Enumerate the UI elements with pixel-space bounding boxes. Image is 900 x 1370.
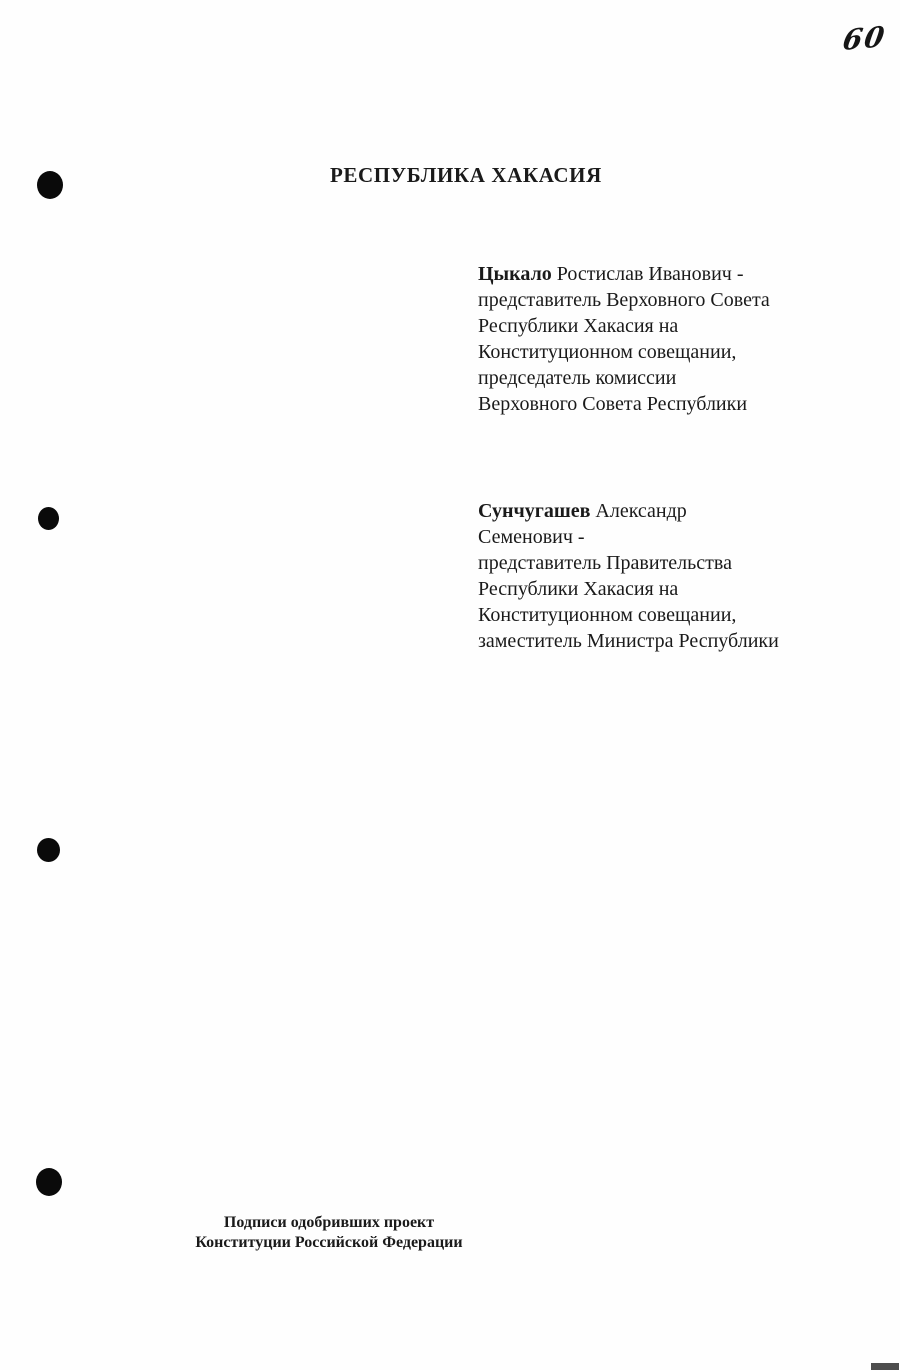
- delegate-given-names: Ростислав Иванович -: [551, 263, 744, 285]
- hole-punch-mark: [37, 838, 60, 862]
- page-title: РЕСПУБЛИКА ХАКАСИЯ: [330, 163, 602, 187]
- entry-text-line: Семенович -: [478, 526, 585, 548]
- hole-punch-mark: [38, 507, 59, 530]
- entry-name-line: [478, 498, 823, 524]
- entry-text-line: представитель Правительства: [478, 552, 732, 574]
- entry-text-line: Верховного Совета Республики: [478, 393, 748, 415]
- delegate-entry-sunchugashev: [478, 498, 823, 654]
- delegate-given-names: Александр: [590, 500, 687, 522]
- hole-punch-mark: [36, 1168, 62, 1196]
- footer-line-1: Подписи одобривших проект: [223, 1214, 435, 1231]
- entry-text-line: председатель комиссии: [478, 367, 677, 389]
- footer-caption: [168, 1213, 490, 1253]
- handwritten-page-number: 60: [840, 19, 889, 58]
- delegate-surname: Цыкало: [478, 263, 552, 285]
- delegate-surname: Сунчугашев: [478, 500, 591, 522]
- entry-text-line: Республики Хакасия на: [478, 315, 679, 337]
- delegate-entry-tsykalo: [478, 261, 823, 417]
- entry-text-line: Республики Хакасия на: [478, 578, 679, 600]
- entry-text-line: Конституционном совещании,: [478, 604, 737, 626]
- entry-name-line: [478, 261, 823, 287]
- scan-artifact-bar: [871, 1363, 899, 1370]
- footer-line-2: Конституции Российской Федерации: [195, 1234, 463, 1251]
- entry-text-line: представитель Верховного Совета: [478, 289, 770, 311]
- entry-text-line: Конституционном совещании,: [478, 341, 737, 363]
- hole-punch-mark: [37, 171, 63, 199]
- entry-text-line: заместитель Министра Республики: [478, 630, 779, 652]
